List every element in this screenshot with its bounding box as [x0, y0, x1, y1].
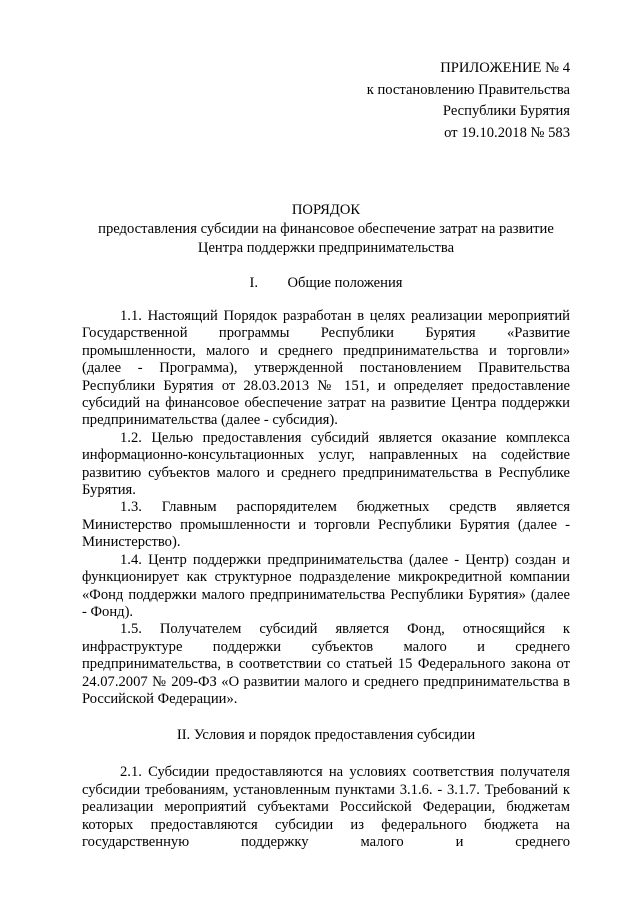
document-title-block: [82, 201, 570, 258]
annex-line: к постановлению Правительства: [366, 81, 570, 98]
annex-line: от 19.10.2018 № 583: [444, 124, 570, 141]
section-heading: [82, 726, 570, 744]
paragraph: 1.4. Центр поддержки предпринимательства (далее - Центр) создан и функционирует как структурное подразделение микрокредитной компании «Фонд поддержки малого предпринимательства Республики Бурятия» (далее - Фонд).: [82, 551, 570, 620]
section-heading: [82, 274, 570, 292]
paragraph: 1.5. Получателем субсидий является Фонд, относящийся к инфраструктуре поддержки субъектов малого и среднего предпринимательства, в соответствии со статьей 15 Федерального закона от 24.07.2007 № 209-ФЗ «О развитии малого и среднего предпринимательства в Российской Федерации».: [82, 621, 570, 707]
paragraph: 1.1. Настоящий Порядок разработан в целях реализации мероприятий Государственной программы Республики Бурятия «Развитие промышленности, малого и среднего предпринимательства и торговли» (далее - Программа), утвержденной постановлением Правительства Республики Бурятия от 28.03.2013 № 151, и определяет предоставление субсидий на финансовое обеспечение затрат на развитие Центра поддержки предпринимательства (далее - субсидия).: [82, 308, 570, 429]
annex-line: Республики Бурятия: [442, 103, 570, 119]
annex-title: ПРИЛОЖЕНИЕ № 4: [440, 60, 570, 76]
document-subtitle: Центра поддержки предпринимательства: [197, 240, 455, 256]
section-title: Общие положения: [287, 275, 403, 291]
paragraph: 2.1. Субсидии предоставляются на условиях соответствия получателя субсидии требованиям, установленным пунктами 3.1.6. - 3.1.7. Требований к реализации мероприятий субъектами Российской Федерации, бюджетам которых предоставляются субсидии из федерального бюджета на государственную поддержку малого и среднего: [82, 764, 570, 850]
section-number: I.: [249, 275, 259, 291]
section-title: II. Условия и порядок предоставления субсидии: [176, 727, 476, 744]
paragraph: 1.2. Целью предоставления субсидий является оказание комплекса информационно-консультационных услуг, направленных на содействие развитию субъектов малого и среднего предпринимательства в Республике Бурятия.: [82, 429, 570, 499]
paragraph: 1.3. Главным распорядителем бюджетных средств является Министерство промышленности и торговли Республики Бурятия (далее - Министерство).: [82, 499, 570, 551]
document-subtitle: предоставления субсидии на финансовое обеспечение затрат на развитие: [98, 221, 554, 237]
document-title: ПОРЯДОК: [291, 202, 361, 218]
annex-block: [330, 58, 570, 144]
